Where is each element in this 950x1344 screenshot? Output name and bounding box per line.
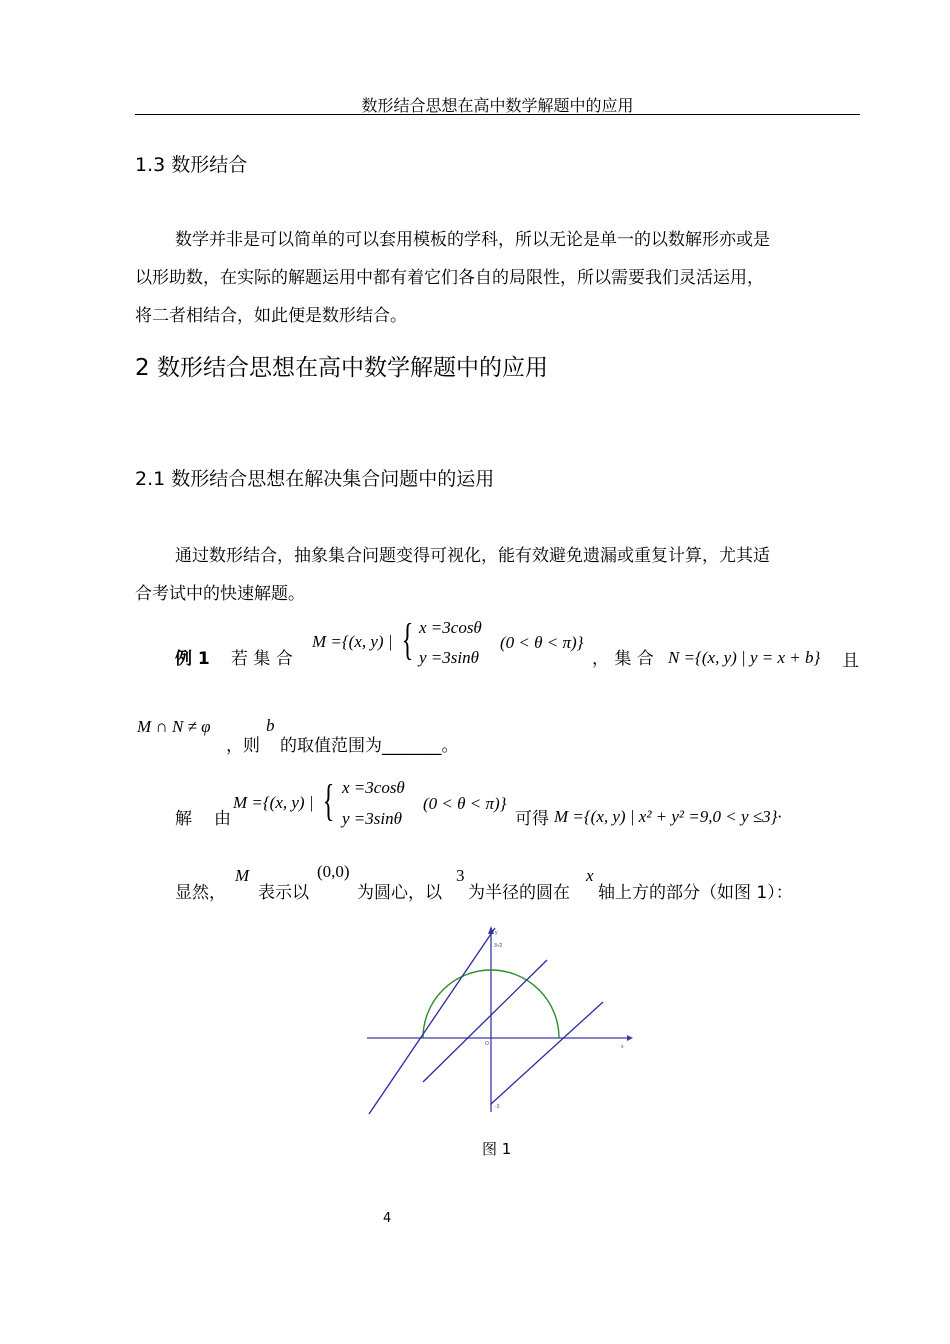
intersection-expr: M ∩ N ≠ φ: [137, 717, 211, 736]
section-1-3-para-line3: 将二者相结合，如此便是数形结合。: [135, 306, 407, 326]
example-set-text: ， 集 合: [592, 649, 654, 669]
example-eq-y: y =3sinθ: [419, 648, 479, 667]
section-1-3-para-line1: 数学并非是可以简单的可以套用模板的学科，所以无论是单一的以数解形亦或是: [175, 230, 770, 250]
var-b: b: [266, 716, 275, 735]
section-2-1-para-line1: 通过数形结合，抽象集合问题变得可视化，能有效避免遗漏或重复计算，尤其适: [175, 546, 770, 566]
example-label: 例 1: [175, 649, 210, 669]
middle-line: [423, 960, 547, 1082]
example-eq-x: x =3cosθ: [419, 618, 482, 637]
obviously-t1: 显然，: [175, 883, 226, 903]
lower-line: [491, 1002, 603, 1104]
solution-brace: {: [322, 776, 335, 825]
section-1-3-heading: 1.3 数形结合: [135, 154, 248, 176]
example-if-text: 若 集 合: [231, 649, 293, 669]
top-intercept-label: 3√2: [494, 943, 503, 949]
section-1-3-para-line2: 以形助数，在实际的解题运用中都有着它们各自的局限性，所以需要我们灵活运用，: [135, 268, 764, 288]
bottom-intercept-label: -3: [495, 1104, 500, 1110]
obviously-origin: (0,0): [317, 862, 350, 881]
section-2-1-heading: 2.1 数形结合思想在解决集合问题中的运用: [135, 468, 495, 490]
example-brace: {: [401, 615, 414, 664]
figure-caption: 图 1: [482, 1140, 512, 1158]
solution-eq-y: y =3sinθ: [342, 809, 402, 828]
section-2-heading: 2 数形结合思想在高中数学解题中的应用: [135, 355, 548, 381]
solution-condition: (0 < θ < π)}: [423, 794, 507, 813]
solution-eq-x: x =3cosθ: [342, 778, 405, 797]
obviously-t4: 为半径的圆在: [468, 883, 570, 903]
obviously-radius: 3: [456, 866, 465, 885]
example-set-n: N ={(x, y) | y = x + b}: [668, 648, 821, 667]
solution-get: 可得: [515, 809, 549, 829]
x-axis-arrow: [627, 1035, 633, 1041]
solution-by: 由: [214, 809, 231, 829]
obviously-t3: 为圆心，以: [357, 883, 442, 903]
page-number: 4: [383, 1211, 392, 1226]
x-axis-label: x: [621, 1044, 624, 1050]
running-header: 数形结合思想在高中数学解题中的应用: [361, 96, 634, 115]
example-and: 且: [842, 651, 859, 671]
example-condition: (0 < θ < π)}: [500, 633, 584, 652]
section-2-1-para-line2: 合考试中的快速解题。: [135, 584, 305, 604]
solution-set-m: M ={(x, y) |: [233, 793, 314, 812]
header-rule: [135, 114, 860, 115]
origin-label: O: [485, 1041, 489, 1047]
y-axis-label: y: [495, 930, 498, 936]
obviously-t2: 表示以: [258, 883, 309, 903]
solution-result: M ={(x, y) | x² + y² =9,0 < y ≤3}·: [554, 807, 782, 826]
tangent-line: [369, 928, 495, 1114]
obviously-x: x: [586, 866, 594, 885]
then-text: ，则: [226, 736, 260, 756]
obviously-t5: 轴上方的部分（如图 1）：: [598, 883, 793, 903]
figure-1: [355, 920, 645, 1120]
solution-label: 解: [175, 809, 192, 829]
example-set-m: M ={(x, y) |: [312, 632, 393, 651]
obviously-m: M: [235, 866, 250, 885]
range-text: 的取值范围为_______。: [280, 736, 459, 756]
